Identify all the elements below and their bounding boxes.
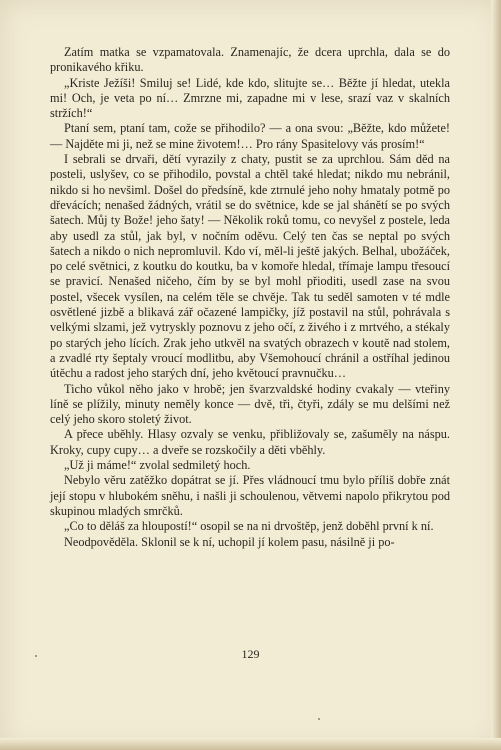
paragraph: Nebylo věru zatěžko dopátrat se jí. Přes vládnoucí tmu bylo příliš dobře znát její stopu v hlubokém sněhu, i našli ji schoulenou, větvemi napolo přikrytou pod skupinou mladých smrčků. (50, 473, 450, 518)
paragraph: „Kriste Ježíši! Smiluj se! Lidé, kde kdo, slitujte se… Běžte jí hledat, utekla mi! Och, je veta po ní… Zmrzne mi, zapadne mi v lese, srazí vaz v skalních stržích!“ (50, 75, 450, 121)
page-number: 129 (241, 647, 260, 661)
paragraph: Ticho vůkol něho jako v hrobě; jen švarzvaldské hodiny cvakaly — vteřiny líně se plížily, minuty neměly konce — dvě, tři, čtyři, zdály se mu delšími než celý jeho skoro stoletý život. (50, 381, 450, 427)
paragraph: A přece uběhly. Hlasy ozvaly se venku, přibližovaly se, zašuměly na náspu. Kroky, cupy cupy… a dveře se rozskočily a děti vběhly. (50, 427, 450, 457)
paper-speck (35, 655, 37, 657)
body-text (50, 45, 450, 550)
page-edge-shadow (0, 738, 501, 750)
paragraph: Ptaní sem, ptaní tam, cože se přihodilo? — a ona svou: „Běžte, kdo můžete! — Najděte mi ji, než se mine životem!… Pro rány Spasitelovy vás prosím!“ (50, 121, 450, 151)
paper-speck (318, 718, 320, 720)
paragraph: „Co to děláš za hloupostí!“ osopil se na ni drvoštěp, jenž doběhl první k ní. (64, 519, 434, 534)
paragraph: „Už ji máme!“ zvolal sedmiletý hoch. (64, 458, 251, 473)
paragraph: Zatím matka se vzpamatovala. Znamenajíc, že dcera uprchla, dala se do pronikavého křiku. (50, 45, 450, 75)
page-edge-shadow (491, 0, 501, 750)
paragraph: Neodpověděla. Sklonil se k ní, uchopil jí kolem pasu, násilně ji po- (64, 534, 395, 549)
paragraph: I sebrali se drvaři, dětí vyrazily z chaty, pustit se za uprchlou. Sám děd na posteli, uslyšev, co se přihodilo, povstal a chtěl také hledat; nikdo mu nebránil, nikdo si ho nevšiml. Došel do předsíně, kde ztrnulé jeho nohy hmataly potmě po dřevácích; nenašed žádných, vrátil se do světnice, kde se jal shánětí se po svých šatech. Můj ty Bože! jeho šaty! — Několik roků tomu, co nevyšel z postele, leda aby usedl za stůl, jak byl, v nočním oděvu. Celý ten čas se neptal po svých šatech a nikdo o nich nepromluvil. Kdo ví, měl-li ještě jakých. Belhal, ubožáček, po celé světnici, z koutku do koutku, ba v komoře hledal, třímaje lampu třesoucí se pravicí. Nenašed ničeho, čím by se byl mohl přioditi, usedl zase na svou postel, všecek vysílen, na celém těle se chvěje. Tak tu seděl samoten v té mdle osvětlené jizbě a blikavá zář očazené lampičky, jíž postavil na stůl, pohrávala s velkými slzami, jež vytryskly poznovu z jeho očí, z živého i z mrtvého, a stékaly po starých jeho lících. Zrak jeho utkvěl na svatých obrazech v koutě nad stolem, a zvadlé rty šeptaly vroucí modlitbu, aby Všemohoucí chránil a ostříhal jedinou útěchu a radost jeho starých dní, jeho květoucí pravnučku… (50, 152, 450, 381)
